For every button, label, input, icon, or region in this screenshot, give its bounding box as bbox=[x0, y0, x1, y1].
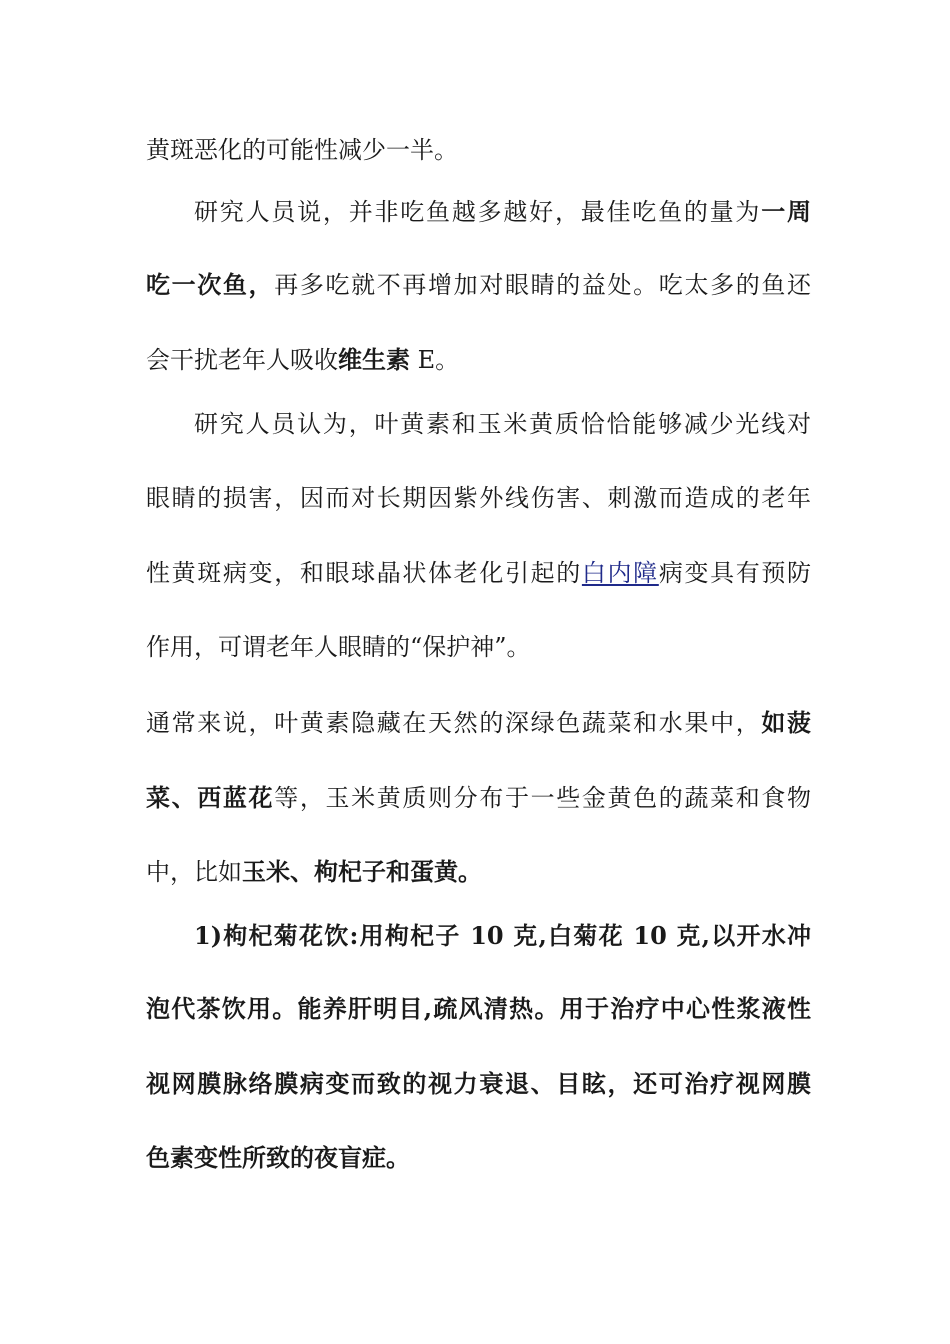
paragraph-4-line-2 bbox=[146, 778, 811, 818]
paragraph-3-line-3 bbox=[146, 553, 811, 593]
paragraph-5-bold-text: 1)枸杞菊花饮:用枸杞子 10 克,白菊花 10 克,以开水冲 bbox=[194, 921, 811, 950]
paragraph-2-text: E。 bbox=[410, 346, 460, 374]
paragraph-5-line-4 bbox=[146, 1138, 811, 1178]
paragraph-2-line-1 bbox=[194, 192, 811, 232]
paragraph-2-line-2 bbox=[146, 265, 811, 305]
paragraph-3-line-1 bbox=[194, 404, 811, 444]
paragraph-2-line-3 bbox=[146, 340, 811, 380]
paragraph-5-line-1 bbox=[194, 916, 811, 956]
paragraph-2-text: 再多吃就不再增加对眼睛的益处。吃太多的鱼还 bbox=[274, 271, 811, 299]
paragraph-5-bold-text: 泡代茶饮用。能养肝明目,疏风清热。用于治疗中心性浆液性 bbox=[146, 994, 811, 1023]
paragraph-2-bold-text: 一周 bbox=[761, 197, 811, 226]
paragraph-2-text: 会干扰老年人吸收 bbox=[146, 346, 338, 374]
paragraph-3-line-4 bbox=[146, 627, 811, 667]
paragraph-3-line-2 bbox=[146, 478, 811, 518]
paragraph-1-line-1 bbox=[146, 130, 811, 170]
paragraph-4-bold-text: 如菠 bbox=[761, 708, 811, 737]
paragraph-4-bold-text: 菜、西蓝花 bbox=[146, 783, 275, 812]
paragraph-4-text: 中，比如 bbox=[146, 858, 242, 886]
paragraph-4-bold-text: 玉米、枸杞子和蛋黄。 bbox=[242, 857, 482, 886]
paragraph-4-text: 等，玉米黄质则分布于一些金黄色的蔬菜和食物 bbox=[274, 784, 811, 812]
paragraph-2-text: 研究人员说，并非吃鱼越多越好，最佳吃鱼的量为 bbox=[194, 198, 762, 226]
paragraph-5-line-3 bbox=[146, 1064, 811, 1104]
paragraph-4-line-3 bbox=[146, 852, 811, 892]
paragraph-3-text: 性黄斑病变，和眼球晶状体老化引起的 bbox=[146, 559, 582, 587]
paragraph-5-line-2 bbox=[146, 989, 811, 1029]
paragraph-5-bold-text: 视网膜脉络膜病变而致的视力衰退、目眩，还可治疗视网膜 bbox=[146, 1069, 811, 1098]
paragraph-2-bold-text: 维生素 bbox=[338, 345, 410, 374]
paragraph-3-text: 眼睛的损害，因而对长期因紫外线伤害、刺激而造成的老年 bbox=[146, 484, 811, 512]
paragraph-3-text: 病变具有预防 bbox=[658, 559, 811, 587]
paragraph-3-text: 作用，可谓老年人眼睛的“保护神”。 bbox=[146, 633, 531, 661]
paragraph-5-bold-text: 色素变性所致的夜盲症。 bbox=[146, 1143, 410, 1172]
paragraph-4-text: 通常来说，叶黄素隐藏在天然的深绿色蔬菜和水果中， bbox=[146, 709, 762, 737]
paragraph-2-bold-text: 吃一次鱼， bbox=[146, 270, 275, 299]
paragraph-1-text: 黄斑恶化的可能性减少一半。 bbox=[146, 136, 458, 164]
paragraph-4-line-1 bbox=[146, 703, 811, 743]
cataract-link[interactable]: 白内障 bbox=[581, 559, 659, 587]
paragraph-3-text: 研究人员认为，叶黄素和玉米黄质恰恰能够减少光线对 bbox=[194, 410, 811, 438]
